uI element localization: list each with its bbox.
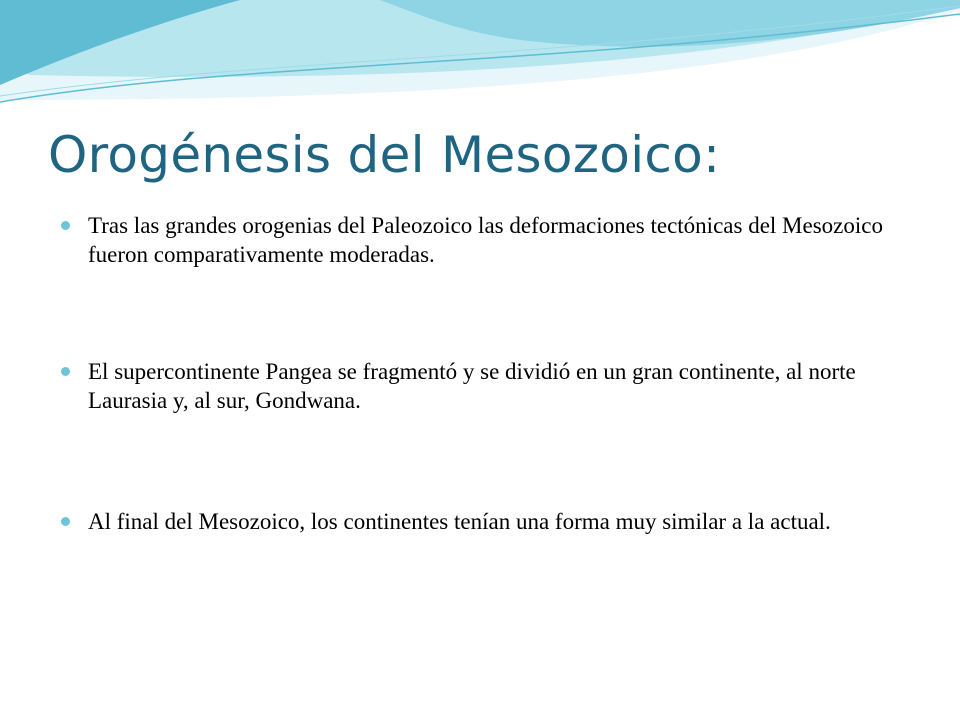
round-bullet-icon <box>61 517 70 526</box>
bullet-item <box>88 357 908 415</box>
bullet-text: Al final del Mesozoico, los continentes tenían una forma muy similar a la actual. <box>88 509 831 534</box>
bullet-text: El supercontinente Pangea se fragmentó y se dividió en un gran continente, al norte Laurasia y, al sur, Gondwana. <box>88 359 856 413</box>
round-bullet-icon <box>61 221 70 230</box>
bullet-item <box>88 211 908 269</box>
slide-title: Orogénesis del Mesozoico: <box>48 126 721 184</box>
bullet-item <box>88 507 908 536</box>
round-bullet-icon <box>61 367 70 376</box>
bullet-text: Tras las grandes orogenias del Paleozoico las deformaciones tectónicas del Mesozoico fueron comparativamente moderadas. <box>88 213 883 267</box>
